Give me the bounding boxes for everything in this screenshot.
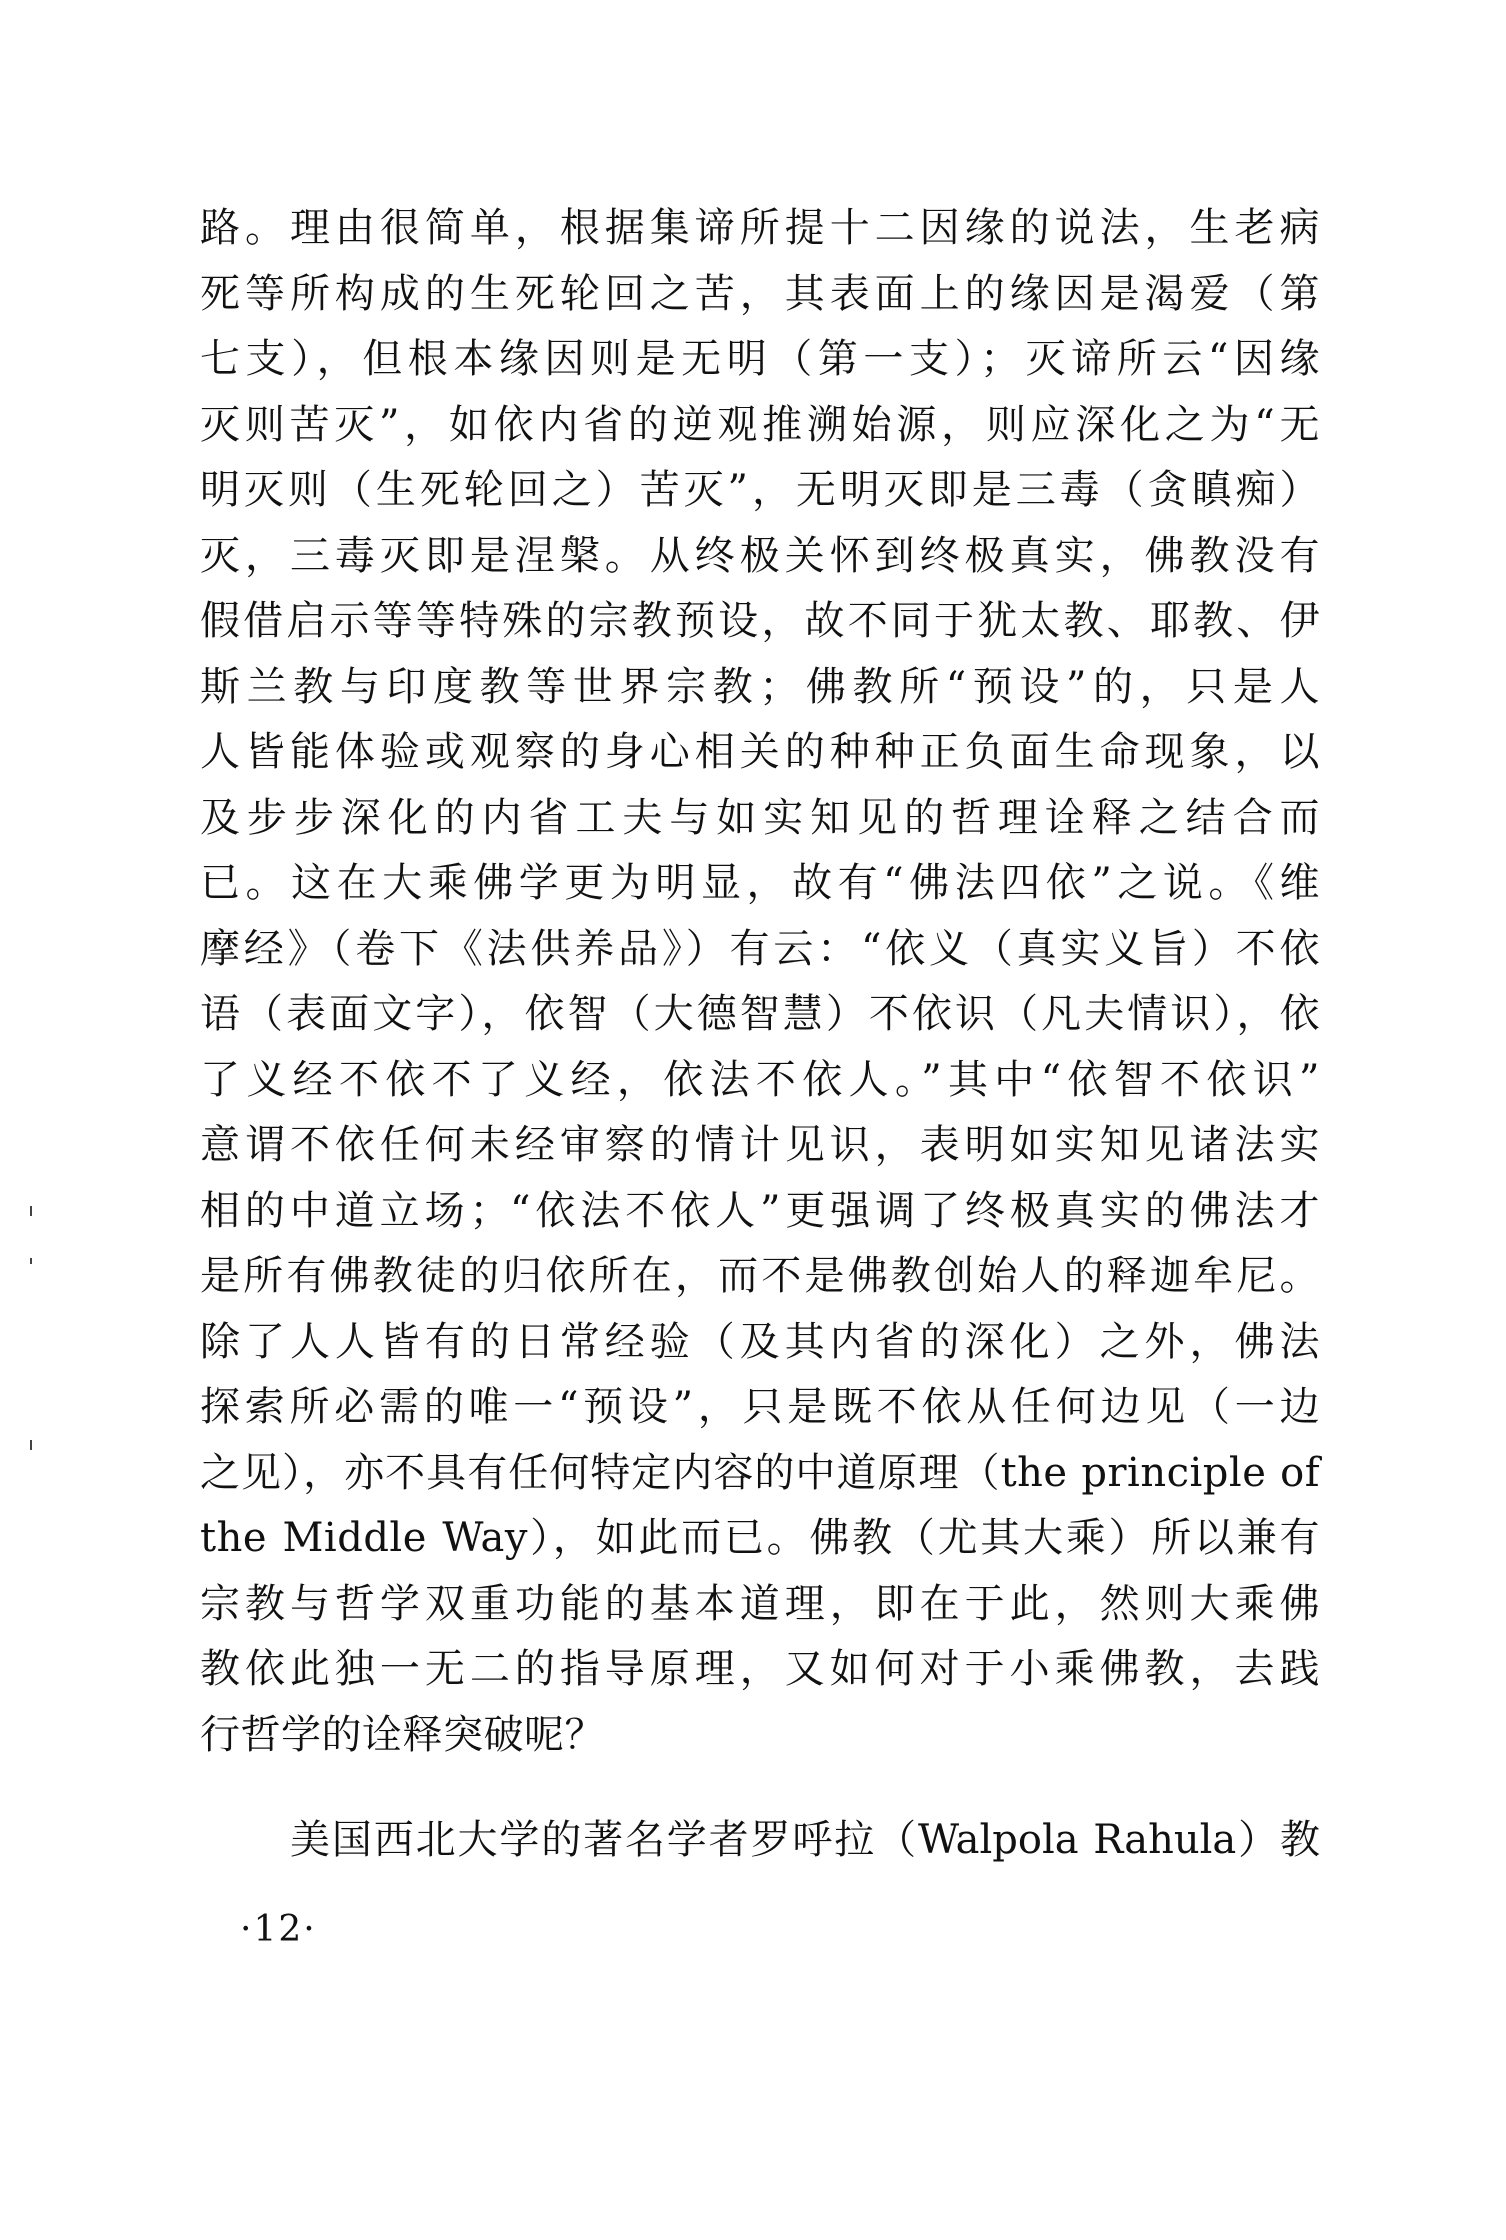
text-line: 是所有佛教徒的归依所在，而不是佛教创始人的释迦牟尼。 <box>200 1253 1320 1299</box>
text-line: 灭，三毒灭即是涅槃。从终极关怀到终极真实，佛教没有 <box>200 532 1320 579</box>
text-line: 宗教与哲学双重功能的基本道理，即在于此，然则大乘佛 <box>200 1580 1320 1627</box>
text-line: 意谓不依任何未经审察的情计见识，表明如实知见诸法实 <box>200 1122 1320 1168</box>
text-line: 除了人人皆有的日常经验（及其内省的深化）之外，佛法 <box>200 1318 1320 1365</box>
text-line: the Middle Way），如此而已。佛教（尤其大乘）所以兼有 <box>200 1515 1320 1561</box>
text-line: 七支），但根本缘因则是无明（第一支）；灭谛所云“因缘 <box>200 336 1320 382</box>
text-line: 明灭则（生死轮回之）苦灭”，无明灭即是三毒（贪瞋痴） <box>200 467 1320 513</box>
text-line: 教依此独一无二的指导原理，又如何对于小乘佛教，去践 <box>200 1646 1320 1692</box>
body-paragraph <box>200 196 1320 1768</box>
scan-speck <box>30 1440 32 1450</box>
text-line: 行哲学的诠释突破呢？ <box>200 1711 605 1758</box>
text-line: 路。理由很简单，根据集谛所提十二因缘的说法，生老病 <box>200 205 1320 251</box>
text-line: 已。这在大乘佛学更为明显，故有“佛法四依”之说。《维 <box>200 860 1320 906</box>
scan-speck <box>30 1258 32 1264</box>
page-number: ·12· <box>240 1909 317 1950</box>
text-line: 探索所必需的唯一“预设”，只是既不依从任何边见（一边 <box>200 1384 1320 1430</box>
paragraph-start-line: 美国西北大学的著名学者罗呼拉（Walpola Rahula）教 <box>290 1817 1320 1863</box>
text-line: 斯兰教与印度教等世界宗教；佛教所“预设”的，只是人 <box>200 663 1320 710</box>
text-line: 人皆能体验或观察的身心相关的种种正负面生命现象，以 <box>200 729 1320 775</box>
text-line: 假借启示等等特殊的宗教预设，故不同于犹太教、耶教、伊 <box>200 598 1320 644</box>
text-line: 了义经不依不了义经，依法不依人。”其中“依智不依识” <box>200 1056 1320 1103</box>
text-line: 之见），亦不具有任何特定内容的中道原理（the principle of <box>200 1449 1320 1496</box>
text-line: 及步步深化的内省工夫与如实知见的哲理诠释之结合而 <box>200 794 1320 841</box>
text-line: 死等所构成的生死轮回之苦，其表面上的缘因是渴爱（第 <box>200 270 1320 317</box>
text-line: 摩经》（卷下《法供养品》）有云：“依义（真实义旨）不依 <box>200 925 1320 972</box>
text-line: 语（表面文字），依智（大德智慧）不依识（凡夫情识），依 <box>200 991 1320 1037</box>
scan-speck <box>30 1206 32 1216</box>
text-line: 灭则苦灭”，如依内省的逆观推溯始源，则应深化之为“无 <box>200 401 1320 448</box>
text-line: 相的中道立场；“依法不依人”更强调了终极真实的佛法才 <box>200 1187 1320 1234</box>
